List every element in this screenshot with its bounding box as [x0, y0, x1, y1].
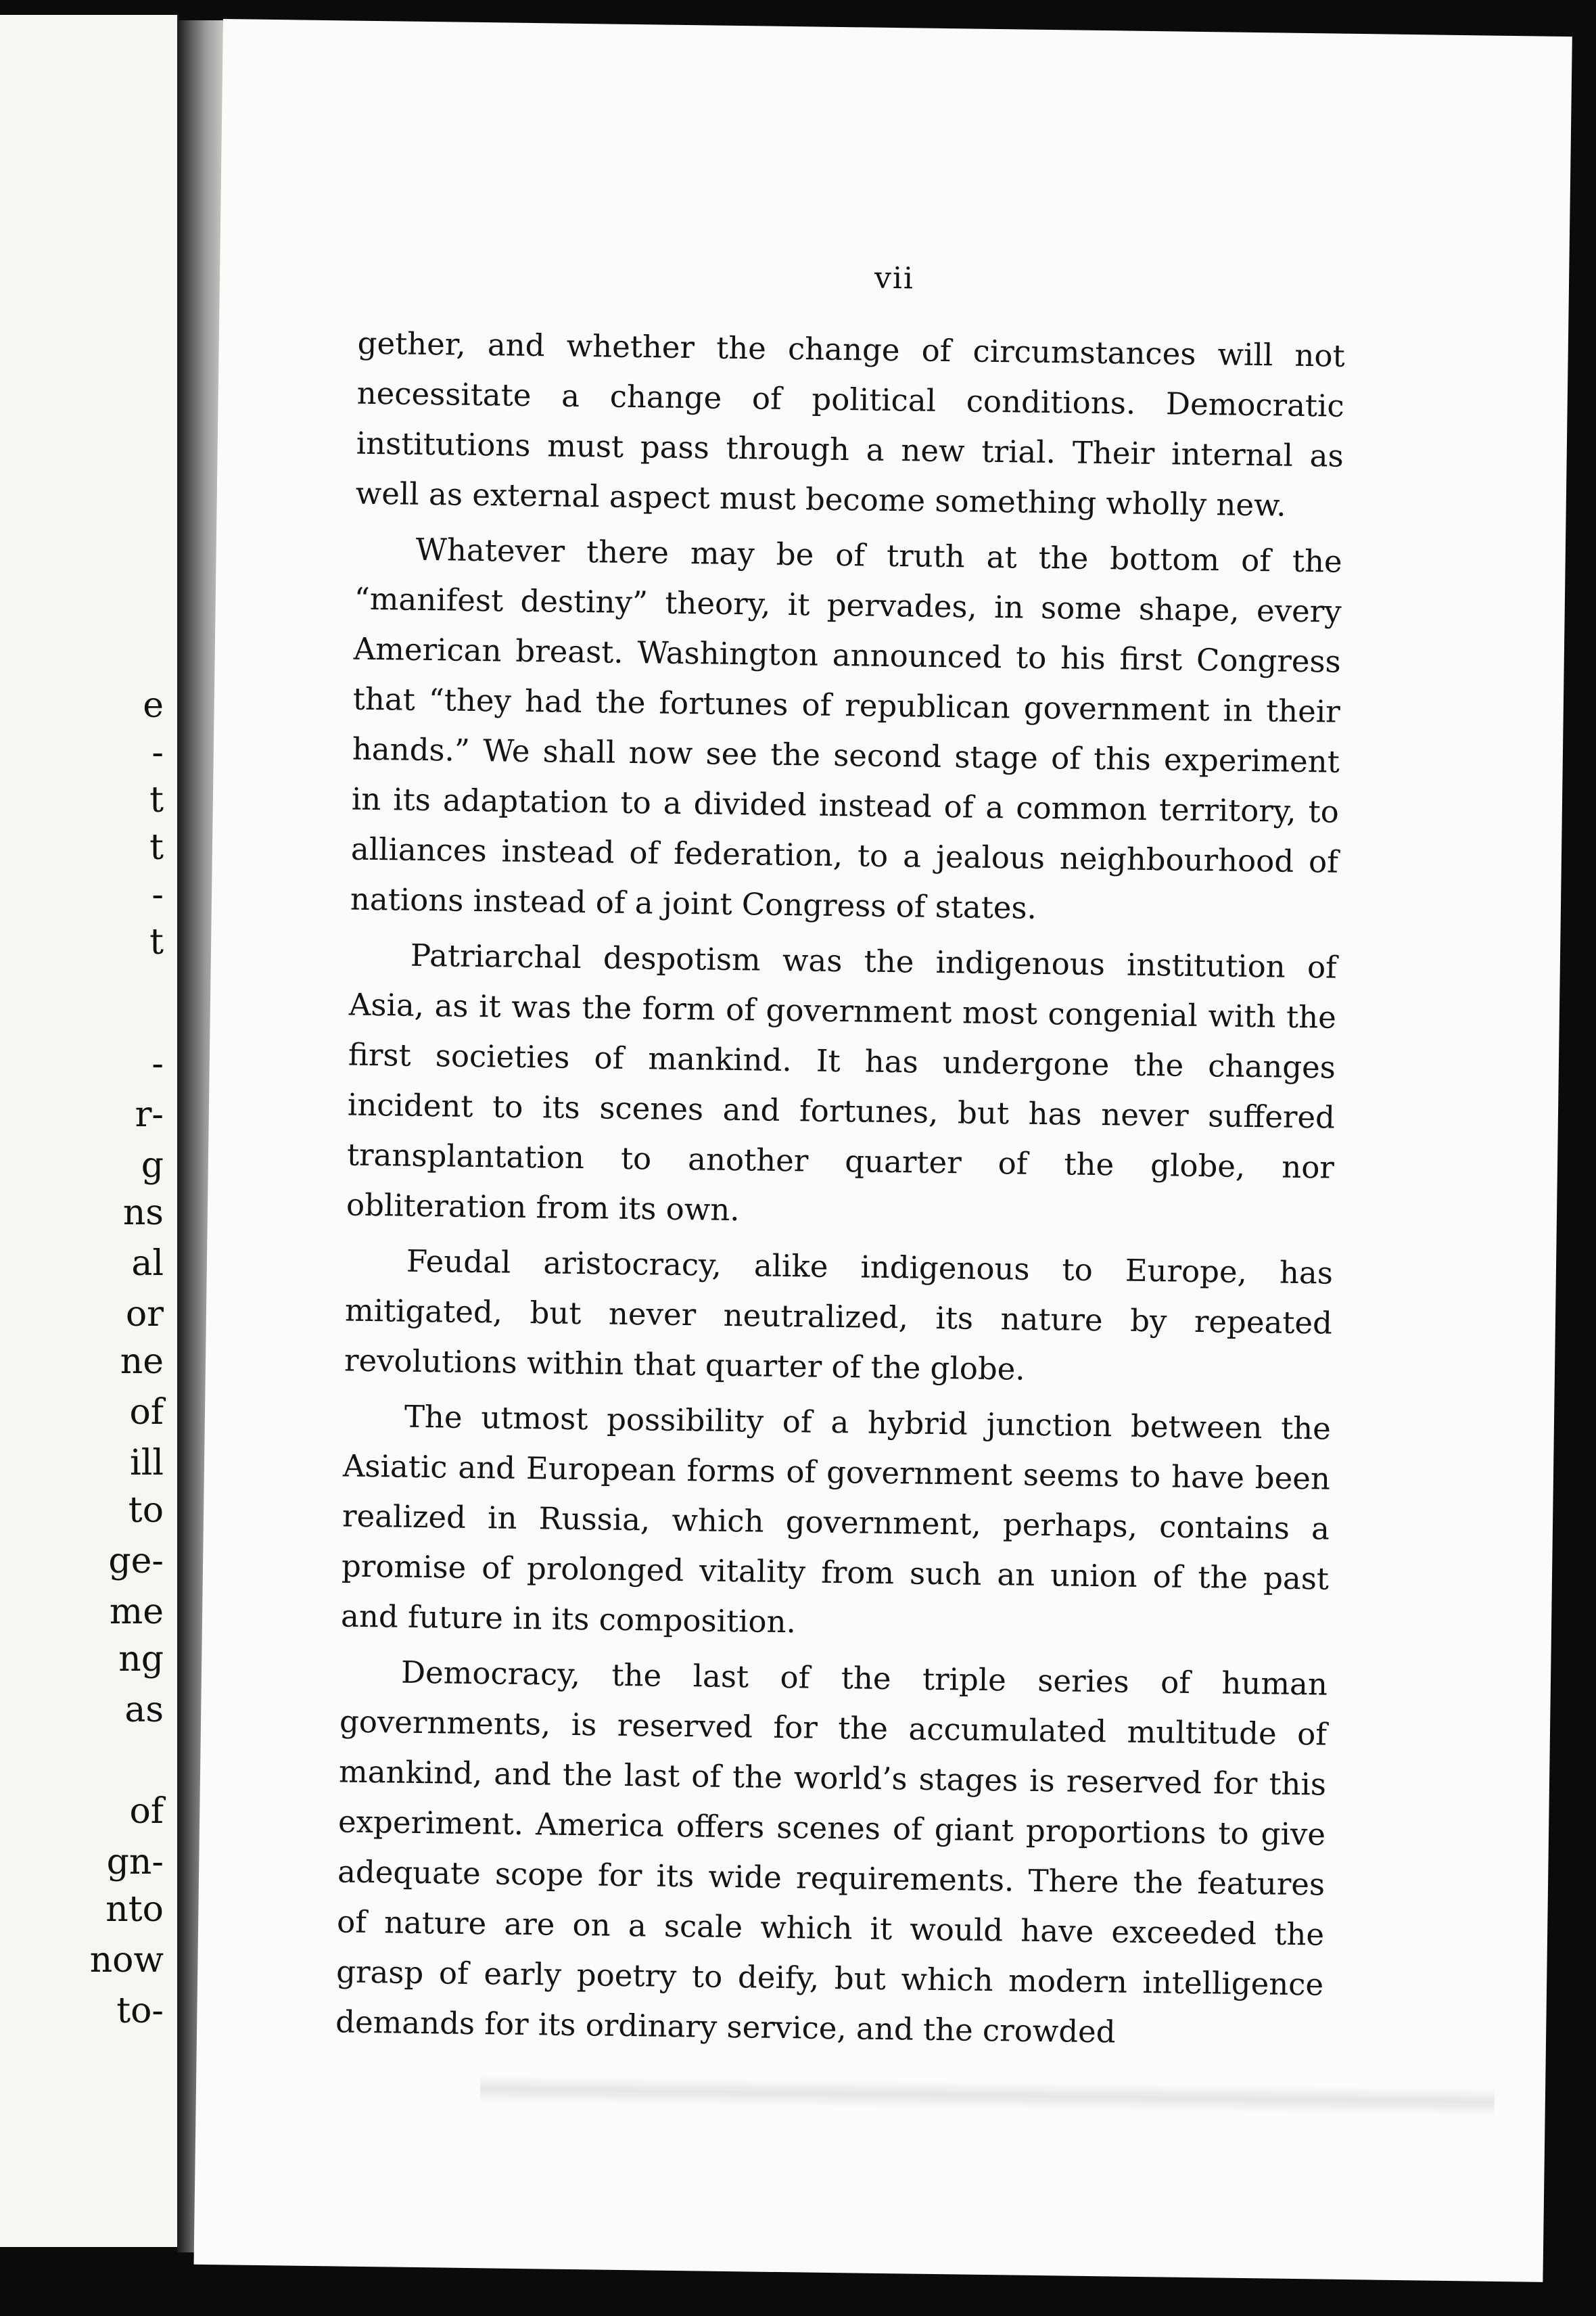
facing-page-fragment: -	[151, 875, 164, 915]
paragraph: Democracy, the last of the triple series of human governments, is reserved for the accumulated multitude of mankind, and the last of the world’s stages is reserved for this experiment. America offers scenes of giant proportions to give adequate scope for its wide requirements. There the features of nature are on a scale which it would have exceeded the grasp of early poetry to deify, but which modern intelligence demands for its ordinary service, and the crowded	[335, 1654, 1328, 2050]
facing-page-fragment: ns	[122, 1192, 164, 1233]
facing-page-fragment: of	[129, 1791, 164, 1832]
facing-page-fragment: r-	[135, 1094, 164, 1135]
facing-page-fragment: t	[149, 780, 164, 820]
book-page	[194, 19, 1572, 2282]
facing-page-fragment: or	[125, 1294, 164, 1335]
facing-page-fragment: g	[141, 1145, 164, 1186]
facing-page-fragment: ill	[130, 1443, 164, 1483]
facing-page-fragment: nto	[105, 1889, 164, 1930]
facing-page-fragment: as	[124, 1690, 164, 1730]
facing-page-fragment: ne	[120, 1341, 164, 1382]
facing-page-edge	[0, 15, 179, 2247]
facing-page-fragment: t	[149, 827, 164, 868]
facing-page-fragment: now	[89, 1940, 164, 1981]
facing-page-fragment: al	[131, 1243, 164, 1284]
facing-page-fragment: -	[151, 1044, 164, 1084]
paragraph: The utmost possibility of a hybrid junction between the Asiatic and European forms of government seems to have been realized in Russia, which government, perhaps, contains a promise of prolonged vitality from such an union of the past and future in its composition.	[340, 1398, 1332, 1640]
facing-page-fragment: t	[149, 922, 164, 963]
paragraph: gether, and whether the change of circumstances will not necessitate a change of political conditions. Democratic institutions must pass through a new trial. Their internal as well as external aspect must become something wholly new.	[355, 325, 1345, 524]
page-number: vii	[874, 260, 915, 296]
paragraph: Patriarchal despotism was the indigenous institution of Asia, as it was the form of government most congenial with the first societies of mankind. It has undergone the changes incident to its scenes and fortunes, but has never suffered transplantation to another quarter of the globe, nor obliteration from its own.	[346, 937, 1338, 1228]
facing-page-fragment: of	[129, 1392, 164, 1433]
facing-page-fragment: to	[128, 1490, 164, 1531]
paragraph: Feudal aristocracy, alike indigenous to Europe, has mitigated, but never neutralized, its nature by repeated revolutions within that quarter of the globe.	[344, 1243, 1334, 1387]
facing-page-fragment: to-	[116, 1991, 164, 2031]
facing-page-fragment: ng	[118, 1639, 164, 1680]
page-body	[335, 319, 1345, 2066]
facing-page-fragment: ge-	[108, 1541, 164, 1581]
facing-page-fragment: e	[143, 685, 164, 726]
facing-page-fragment: me	[109, 1592, 164, 1632]
paragraph: Whatever there may be of truth at the bottom of the “manifest destiny” theory, it pervades, in some shape, every American breast. Washington announced to his first Congress that “they had the fortunes of republican government in their hands.” We shall now see the second stage of this experiment in its adaptation to a divided instead of a common territory, to alliances instead of federation, to a jealous neighbourhood of nations instead of a joint Congress of states.	[350, 531, 1342, 926]
show-through-bleed	[480, 2075, 1495, 2116]
facing-page-fragment: gn-	[106, 1842, 164, 1882]
facing-page-fragment: -	[151, 733, 164, 773]
